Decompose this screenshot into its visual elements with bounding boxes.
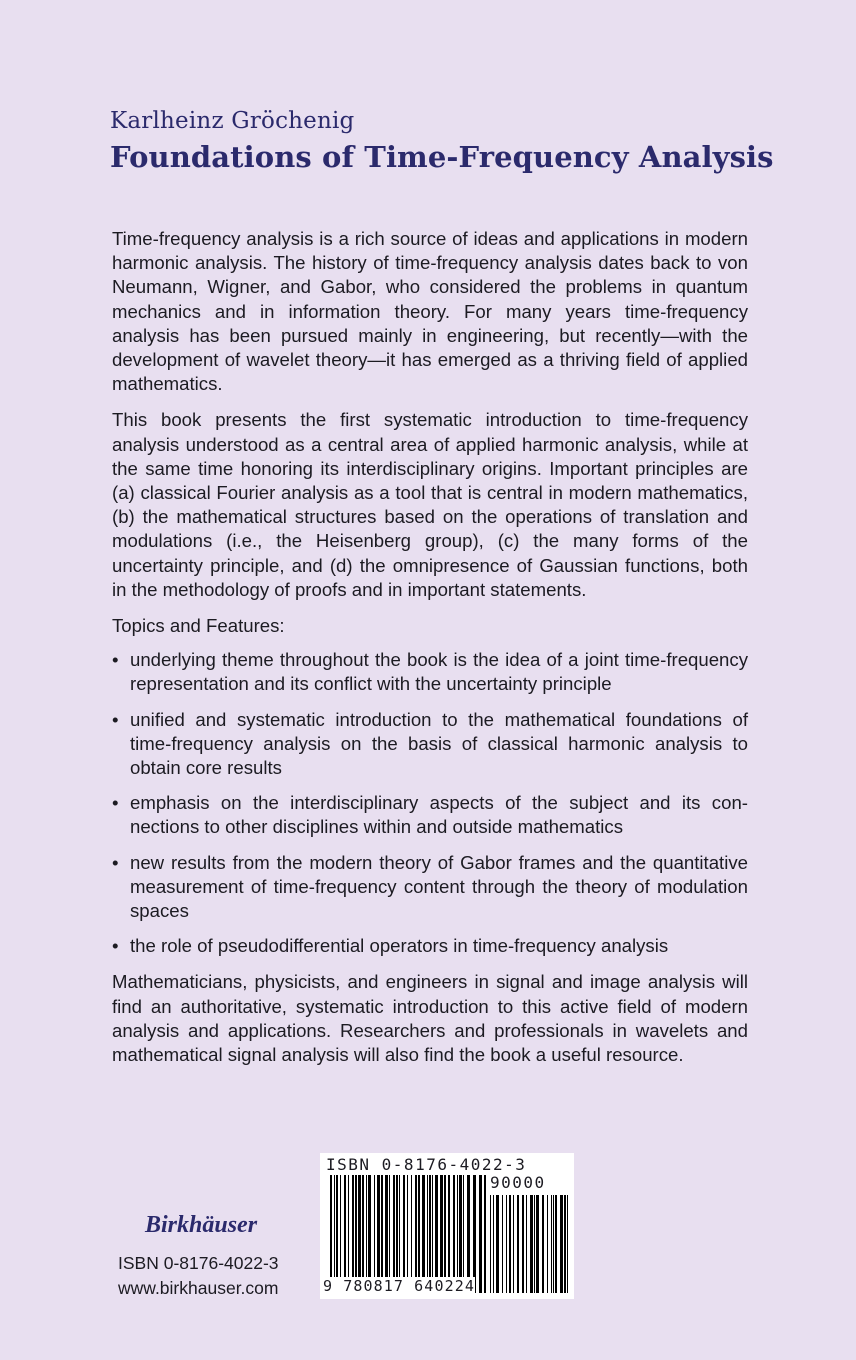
bullet-icon: •: [112, 851, 119, 873]
author-name: Karlheinz Gröchenig: [110, 108, 355, 134]
publisher-website: www.birkhauser.com: [118, 1278, 279, 1298]
description-paragraph: Time-frequency analysis is a rich source of ideas and applications in modern harmonic analysis. The history of time-frequency analysis dates back to von Neumann, Wigner, and Gabor, who considered the problems in quantum mechanics and in information theory. For many years time-frequency analysis has been pursued mainly in engineering, but recently—with the development of wavelet theory—it has emerged as a thriving field of applied mathematics.: [112, 228, 748, 395]
topics-heading: Topics and Features:: [112, 615, 285, 637]
list-item: • emphasis on the interdisciplinary aspects of the subject and its connections to other disciplines within and outside mathematics: [112, 792, 748, 838]
bullet-icon: •: [112, 792, 119, 814]
list-item: • new results from the modern theory of Gabor frames and the quantitative measurement of time-frequency content through the theory of modulation spaces: [112, 851, 748, 922]
bullet-icon: •: [112, 708, 119, 730]
features-list: [112, 648, 748, 958]
barcode-isbn-label: ISBN 0-8176-4022-3: [326, 1155, 527, 1174]
description-paragraph: This book presents the first systematic introduction to time-frequency analysis understood as a central area of applied harmonic analysis, while at the same time honoring its interdisciplinary origins. Important principles are (a) classical Fourier analysis as a tool that is central in modern mathematics, (b) the mathematical structures based on the operations of translation and modulations (i.e., the Heisenberg group), (c) the many forms of the uncertainty principle, and (d) the omnipresence of Gaussian functions, both in the methodology of proofs and in important statements.: [112, 409, 748, 600]
back-cover-text: [112, 227, 748, 1079]
list-item: • unified and systematic introduction to the mathematical foundations of time-frequency analysis on the basis of classical harmonic analysis to obtain core results: [112, 708, 748, 779]
bullet-icon: •: [112, 649, 119, 671]
bullet-icon: •: [112, 935, 119, 957]
publisher-logo: Birkhäuser: [145, 1212, 258, 1238]
barcode-price-code: 90000: [490, 1173, 546, 1192]
list-item: • underlying theme throughout the book is the idea of a joint time-frequency representation and its conflict with the uncertainty principle: [112, 649, 748, 695]
barcode-ean-number: 9 780817 640224: [323, 1277, 475, 1295]
list-item: • the role of pseudodifferential operators in time-frequency analysis: [112, 934, 748, 958]
book-title: Foundations of Time-Frequency Analysis: [110, 140, 774, 174]
closing-paragraph: Mathematicians, physicists, and engineers in signal and image analysis will find an authoritative, systematic introduction to this active field of modern analysis and applications. Researchers and professionals in wavelets and mathematical signal analysis will also find the book a useful resource.: [112, 971, 748, 1066]
isbn-text: ISBN 0-8176-4022-3: [118, 1253, 279, 1273]
barcode: [320, 1153, 574, 1299]
